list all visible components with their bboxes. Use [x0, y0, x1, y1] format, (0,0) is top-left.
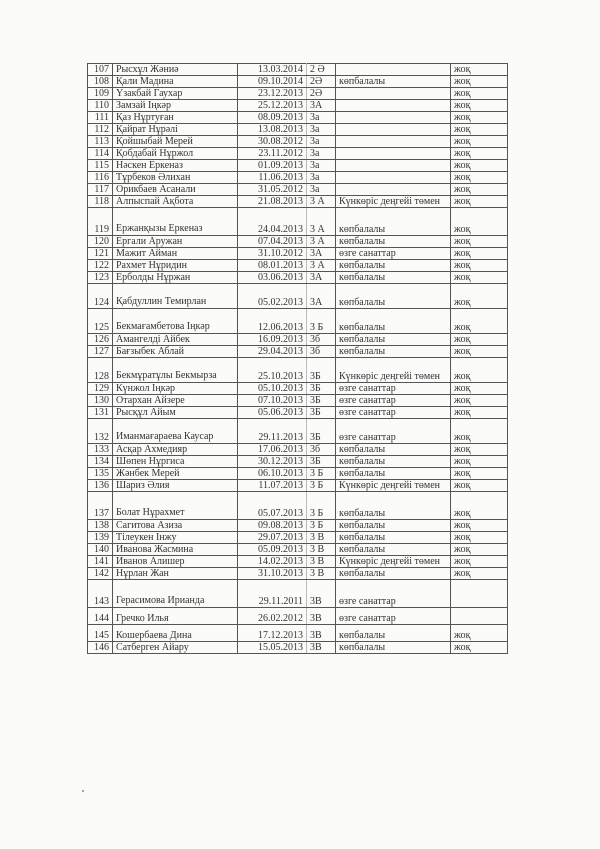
birth-date-cell: 31.10.2013 [238, 568, 307, 580]
student-name-cell: Тілеукен Інжу [113, 532, 238, 544]
table-row [88, 492, 508, 520]
student-name-cell: Алпыспай Ақбота [113, 196, 238, 208]
row-number-cell: 122 [88, 260, 113, 272]
table-row [88, 208, 508, 236]
status-cell: жоқ [451, 468, 508, 480]
status-cell [451, 608, 508, 625]
class-grade-cell: 3 В [307, 556, 336, 568]
table-row [88, 625, 508, 642]
class-grade-cell: 3 В [307, 532, 336, 544]
status-cell: жоқ [451, 419, 508, 444]
birth-date-cell: 08.09.2013 [238, 112, 307, 124]
row-number-cell: 111 [88, 112, 113, 124]
class-grade-cell: 3 А [307, 236, 336, 248]
social-category-cell: Күнкөріс деңгейі төмен [336, 556, 451, 568]
student-name-cell: Нәскен Еркеназ [113, 160, 238, 172]
row-number-cell: 142 [88, 568, 113, 580]
social-category-cell [336, 88, 451, 100]
class-grade-cell: 3б [307, 346, 336, 358]
class-grade-cell: 3 Б [307, 309, 336, 334]
student-name-cell: Қайрат Нұрәлі [113, 124, 238, 136]
birth-date-cell: 12.06.2013 [238, 309, 307, 334]
table-row [88, 236, 508, 248]
birth-date-cell: 05.09.2013 [238, 544, 307, 556]
status-cell: жоқ [451, 236, 508, 248]
class-grade-cell: 3 А [307, 260, 336, 272]
social-category-cell [336, 184, 451, 196]
status-cell: жоқ [451, 309, 508, 334]
birth-date-cell: 06.10.2013 [238, 468, 307, 480]
row-number-cell: 108 [88, 76, 113, 88]
class-grade-cell: 2Ә [307, 88, 336, 100]
social-category-cell: көпбалалы [336, 456, 451, 468]
birth-date-cell: 13.03.2014 [238, 64, 307, 76]
status-cell: жоқ [451, 112, 508, 124]
row-number-cell: 146 [88, 642, 113, 654]
row-number-cell: 126 [88, 334, 113, 346]
class-grade-cell: 3Б [307, 383, 336, 395]
status-cell: жоқ [451, 260, 508, 272]
table-row [88, 124, 508, 136]
student-name-cell: Шөпен Нұргиса [113, 456, 238, 468]
birth-date-cell: 23.12.2013 [238, 88, 307, 100]
birth-date-cell: 09.08.2013 [238, 520, 307, 532]
class-grade-cell: 3а [307, 148, 336, 160]
social-category-cell: көпбалалы [336, 284, 451, 309]
class-grade-cell: 3б [307, 444, 336, 456]
row-number-cell: 120 [88, 236, 113, 248]
row-number-cell: 115 [88, 160, 113, 172]
social-category-cell: Күнкөріс деңгейі төмен [336, 480, 451, 492]
status-cell: жоқ [451, 334, 508, 346]
table-row [88, 568, 508, 580]
row-number-cell: 113 [88, 136, 113, 148]
student-name-cell: Герасимова Ирианда [113, 580, 238, 608]
row-number-cell: 119 [88, 208, 113, 236]
social-category-cell: өзге санаттар [336, 608, 451, 625]
status-cell: жоқ [451, 532, 508, 544]
table-row [88, 383, 508, 395]
table-row [88, 395, 508, 407]
row-number-cell: 136 [88, 480, 113, 492]
class-grade-cell: 3В [307, 642, 336, 654]
social-category-cell: өзге санаттар [336, 383, 451, 395]
birth-date-cell: 31.10.2012 [238, 248, 307, 260]
student-name-cell: Ергали Аружан [113, 236, 238, 248]
birth-date-cell: 11.07.2013 [238, 480, 307, 492]
status-cell: жоқ [451, 407, 508, 419]
class-grade-cell: 3 Б [307, 468, 336, 480]
social-category-cell: көпбалалы [336, 625, 451, 642]
row-number-cell: 117 [88, 184, 113, 196]
class-grade-cell: 2 Ә [307, 64, 336, 76]
row-number-cell: 139 [88, 532, 113, 544]
table-row [88, 172, 508, 184]
student-name-cell: Рысхұл Жәниә [113, 64, 238, 76]
table-row [88, 358, 508, 383]
table-row [88, 248, 508, 260]
birth-date-cell: 09.10.2014 [238, 76, 307, 88]
student-name-cell: Рысқұл Айым [113, 407, 238, 419]
class-grade-cell: 3В [307, 580, 336, 608]
status-cell: жоқ [451, 444, 508, 456]
student-name-cell: Асқар Ахмедияр [113, 444, 238, 456]
table-row [88, 580, 508, 608]
student-name-cell: Қойшыбай Мерей [113, 136, 238, 148]
birth-date-cell: 07.10.2013 [238, 395, 307, 407]
student-name-cell: Бағзыбек Аблай [113, 346, 238, 358]
class-grade-cell: 3В [307, 608, 336, 625]
row-number-cell: 131 [88, 407, 113, 419]
birth-date-cell: 13.08.2013 [238, 124, 307, 136]
status-cell: жоқ [451, 492, 508, 520]
birth-date-cell: 01.09.2013 [238, 160, 307, 172]
student-name-cell: Қаз Нұртуған [113, 112, 238, 124]
row-number-cell: 118 [88, 196, 113, 208]
student-name-cell: Иванова Жасмина [113, 544, 238, 556]
birth-date-cell: 29.11.2011 [238, 580, 307, 608]
row-number-cell: 114 [88, 148, 113, 160]
birth-date-cell: 17.12.2013 [238, 625, 307, 642]
table-row [88, 407, 508, 419]
student-name-cell: Күнжол Іңкәр [113, 383, 238, 395]
class-grade-cell: 3 В [307, 544, 336, 556]
table-row [88, 556, 508, 568]
student-name-cell: Орикбаев Асанали [113, 184, 238, 196]
social-category-cell: Күнкөріс деңгейі төмен [336, 358, 451, 383]
row-number-cell: 141 [88, 556, 113, 568]
status-cell: жоқ [451, 136, 508, 148]
status-cell: жоқ [451, 625, 508, 642]
status-cell: жоқ [451, 172, 508, 184]
social-category-cell [336, 100, 451, 112]
student-name-cell: Болат Нұрахмет [113, 492, 238, 520]
row-number-cell: 125 [88, 309, 113, 334]
student-name-cell: Қобдабай Нұржол [113, 148, 238, 160]
class-grade-cell: 3 А [307, 208, 336, 236]
table-row [88, 148, 508, 160]
status-cell: жоқ [451, 208, 508, 236]
student-name-cell: Кошербаева Дина [113, 625, 238, 642]
social-category-cell: көпбалалы [336, 468, 451, 480]
row-number-cell: 124 [88, 284, 113, 309]
birth-date-cell: 26.02.2012 [238, 608, 307, 625]
table-row [88, 608, 508, 625]
table-row [88, 419, 508, 444]
birth-date-cell: 08.01.2013 [238, 260, 307, 272]
student-name-cell: Бекмұратұлы Бекмырза [113, 358, 238, 383]
birth-date-cell: 30.12.2013 [238, 456, 307, 468]
class-grade-cell: 3а [307, 184, 336, 196]
class-grade-cell: 3а [307, 124, 336, 136]
status-cell: жоқ [451, 184, 508, 196]
birth-date-cell: 24.04.2013 [238, 208, 307, 236]
birth-date-cell: 17.06.2013 [238, 444, 307, 456]
student-name-cell: Рахмет Нұридин [113, 260, 238, 272]
student-name-cell: Жәнбек Мерей [113, 468, 238, 480]
social-category-cell: көпбалалы [336, 76, 451, 88]
student-name-cell: Тұрбеков Әлихан [113, 172, 238, 184]
status-cell: жоқ [451, 568, 508, 580]
social-category-cell: көпбалалы [336, 444, 451, 456]
student-name-cell: Гречко Илья [113, 608, 238, 625]
table-row [88, 346, 508, 358]
status-cell: жоқ [451, 346, 508, 358]
student-name-cell: Сагитова Азиза [113, 520, 238, 532]
class-grade-cell: 3 Б [307, 492, 336, 520]
row-number-cell: 145 [88, 625, 113, 642]
table-row [88, 112, 508, 124]
row-number-cell: 132 [88, 419, 113, 444]
student-name-cell: Ерболды Нұржан [113, 272, 238, 284]
class-grade-cell: 3б [307, 334, 336, 346]
status-cell: жоқ [451, 100, 508, 112]
class-grade-cell: 3 А [307, 196, 336, 208]
social-category-cell [336, 172, 451, 184]
class-grade-cell: 3а [307, 112, 336, 124]
table-row [88, 196, 508, 208]
student-name-cell: Мажит Айман [113, 248, 238, 260]
status-cell: жоқ [451, 395, 508, 407]
social-category-cell: көпбалалы [336, 544, 451, 556]
status-cell: жоқ [451, 520, 508, 532]
birth-date-cell: 29.07.2013 [238, 532, 307, 544]
social-category-cell: өзге санаттар [336, 248, 451, 260]
student-name-cell: Бекмағамбетова Іңкәр [113, 309, 238, 334]
status-cell [451, 580, 508, 608]
row-number-cell: 134 [88, 456, 113, 468]
row-number-cell: 123 [88, 272, 113, 284]
table-row [88, 544, 508, 556]
student-name-cell: Қабдуллин Темирлан [113, 284, 238, 309]
status-cell: жоқ [451, 148, 508, 160]
row-number-cell: 133 [88, 444, 113, 456]
social-category-cell [336, 160, 451, 172]
student-name-cell: Замзай Іңкәр [113, 100, 238, 112]
social-category-cell [336, 64, 451, 76]
student-roster-table [87, 63, 508, 654]
social-category-cell: көпбалалы [336, 520, 451, 532]
social-category-cell: өзге санаттар [336, 395, 451, 407]
birth-date-cell: 25.10.2013 [238, 358, 307, 383]
status-cell: жоқ [451, 76, 508, 88]
row-number-cell: 116 [88, 172, 113, 184]
social-category-cell [336, 124, 451, 136]
birth-date-cell: 03.06.2013 [238, 272, 307, 284]
class-grade-cell: 3а [307, 160, 336, 172]
social-category-cell: көпбалалы [336, 272, 451, 284]
class-grade-cell: 3 В [307, 568, 336, 580]
table-row [88, 532, 508, 544]
birth-date-cell: 21.08.2013 [238, 196, 307, 208]
class-grade-cell: 3Б [307, 395, 336, 407]
birth-date-cell: 30.08.2012 [238, 136, 307, 148]
social-category-cell: көпбалалы [336, 260, 451, 272]
student-name-cell: Иманмағараева Каусар [113, 419, 238, 444]
status-cell: жоқ [451, 383, 508, 395]
class-grade-cell: 3В [307, 625, 336, 642]
student-name-cell: Иванов Алишер [113, 556, 238, 568]
row-number-cell: 109 [88, 88, 113, 100]
row-number-cell: 107 [88, 64, 113, 76]
status-cell: жоқ [451, 642, 508, 654]
social-category-cell: көпбалалы [336, 208, 451, 236]
class-grade-cell: 3А [307, 100, 336, 112]
student-name-cell: Отархан Айзере [113, 395, 238, 407]
row-number-cell: 138 [88, 520, 113, 532]
social-category-cell [336, 148, 451, 160]
row-number-cell: 128 [88, 358, 113, 383]
row-number-cell: 129 [88, 383, 113, 395]
social-category-cell: көпбалалы [336, 346, 451, 358]
birth-date-cell: 15.05.2013 [238, 642, 307, 654]
table-row [88, 260, 508, 272]
status-cell: жоқ [451, 556, 508, 568]
table-row [88, 64, 508, 76]
roster-body [88, 64, 508, 654]
row-number-cell: 137 [88, 492, 113, 520]
birth-date-cell: 07.04.2013 [238, 236, 307, 248]
social-category-cell: көпбалалы [336, 309, 451, 334]
table-row [88, 88, 508, 100]
status-cell: жоқ [451, 272, 508, 284]
social-category-cell: көпбалалы [336, 568, 451, 580]
birth-date-cell: 05.07.2013 [238, 492, 307, 520]
table-row [88, 309, 508, 334]
status-cell: жоқ [451, 544, 508, 556]
status-cell: жоқ [451, 196, 508, 208]
social-category-cell: өзге санаттар [336, 419, 451, 444]
table-row [88, 184, 508, 196]
student-name-cell: Нұрлан Жан [113, 568, 238, 580]
birth-date-cell: 16.09.2013 [238, 334, 307, 346]
table-row [88, 444, 508, 456]
class-grade-cell: 2Ә [307, 76, 336, 88]
student-name-cell: Амангелді Айбек [113, 334, 238, 346]
student-name-cell: Шариз Әлия [113, 480, 238, 492]
birth-date-cell: 14.02.2013 [238, 556, 307, 568]
class-grade-cell: 3А [307, 248, 336, 260]
student-name-cell: Қали Мадина [113, 76, 238, 88]
class-grade-cell: 3 Б [307, 480, 336, 492]
status-cell: жоқ [451, 480, 508, 492]
row-number-cell: 121 [88, 248, 113, 260]
table-row [88, 272, 508, 284]
birth-date-cell: 29.04.2013 [238, 346, 307, 358]
class-grade-cell: 3Б [307, 358, 336, 383]
scan-speck [82, 790, 84, 792]
table-row [88, 480, 508, 492]
birth-date-cell: 29.11.2013 [238, 419, 307, 444]
status-cell: жоқ [451, 248, 508, 260]
birth-date-cell: 05.10.2013 [238, 383, 307, 395]
row-number-cell: 110 [88, 100, 113, 112]
status-cell: жоқ [451, 160, 508, 172]
birth-date-cell: 23.11.2012 [238, 148, 307, 160]
table-row [88, 456, 508, 468]
table-row [88, 468, 508, 480]
class-grade-cell: 3А [307, 272, 336, 284]
status-cell: жоқ [451, 88, 508, 100]
social-category-cell: өзге санаттар [336, 407, 451, 419]
status-cell: жоқ [451, 64, 508, 76]
birth-date-cell: 11.06.2013 [238, 172, 307, 184]
row-number-cell: 143 [88, 580, 113, 608]
birth-date-cell: 31.05.2012 [238, 184, 307, 196]
class-grade-cell: 3 Б [307, 520, 336, 532]
row-number-cell: 140 [88, 544, 113, 556]
social-category-cell: көпбалалы [336, 334, 451, 346]
status-cell: жоқ [451, 456, 508, 468]
row-number-cell: 144 [88, 608, 113, 625]
class-grade-cell: 3Б [307, 407, 336, 419]
social-category-cell: көпбалалы [336, 532, 451, 544]
social-category-cell: көпбалалы [336, 236, 451, 248]
student-name-cell: Үзакбай Гаухар [113, 88, 238, 100]
table-row [88, 136, 508, 148]
status-cell: жоқ [451, 358, 508, 383]
social-category-cell: өзге санаттар [336, 580, 451, 608]
table-row [88, 520, 508, 532]
birth-date-cell: 05.02.2013 [238, 284, 307, 309]
table-row [88, 76, 508, 88]
status-cell: жоқ [451, 284, 508, 309]
class-grade-cell: 3Б [307, 419, 336, 444]
birth-date-cell: 05.06.2013 [238, 407, 307, 419]
table-row [88, 100, 508, 112]
student-name-cell: Ержанқызы Еркеназ [113, 208, 238, 236]
class-grade-cell: 3а [307, 172, 336, 184]
row-number-cell: 127 [88, 346, 113, 358]
class-grade-cell: 3А [307, 284, 336, 309]
social-category-cell [336, 136, 451, 148]
table-row [88, 284, 508, 309]
status-cell: жоқ [451, 124, 508, 136]
row-number-cell: 130 [88, 395, 113, 407]
student-name-cell: Сатберген Айару [113, 642, 238, 654]
row-number-cell: 112 [88, 124, 113, 136]
social-category-cell: Күнкөріс деңгейі төмен [336, 196, 451, 208]
social-category-cell: көпбалалы [336, 492, 451, 520]
class-grade-cell: 3Б [307, 456, 336, 468]
row-number-cell: 135 [88, 468, 113, 480]
social-category-cell [336, 112, 451, 124]
class-grade-cell: 3а [307, 136, 336, 148]
table-row [88, 334, 508, 346]
birth-date-cell: 25.12.2013 [238, 100, 307, 112]
table-row [88, 642, 508, 654]
table-row [88, 160, 508, 172]
social-category-cell: көпбалалы [336, 642, 451, 654]
